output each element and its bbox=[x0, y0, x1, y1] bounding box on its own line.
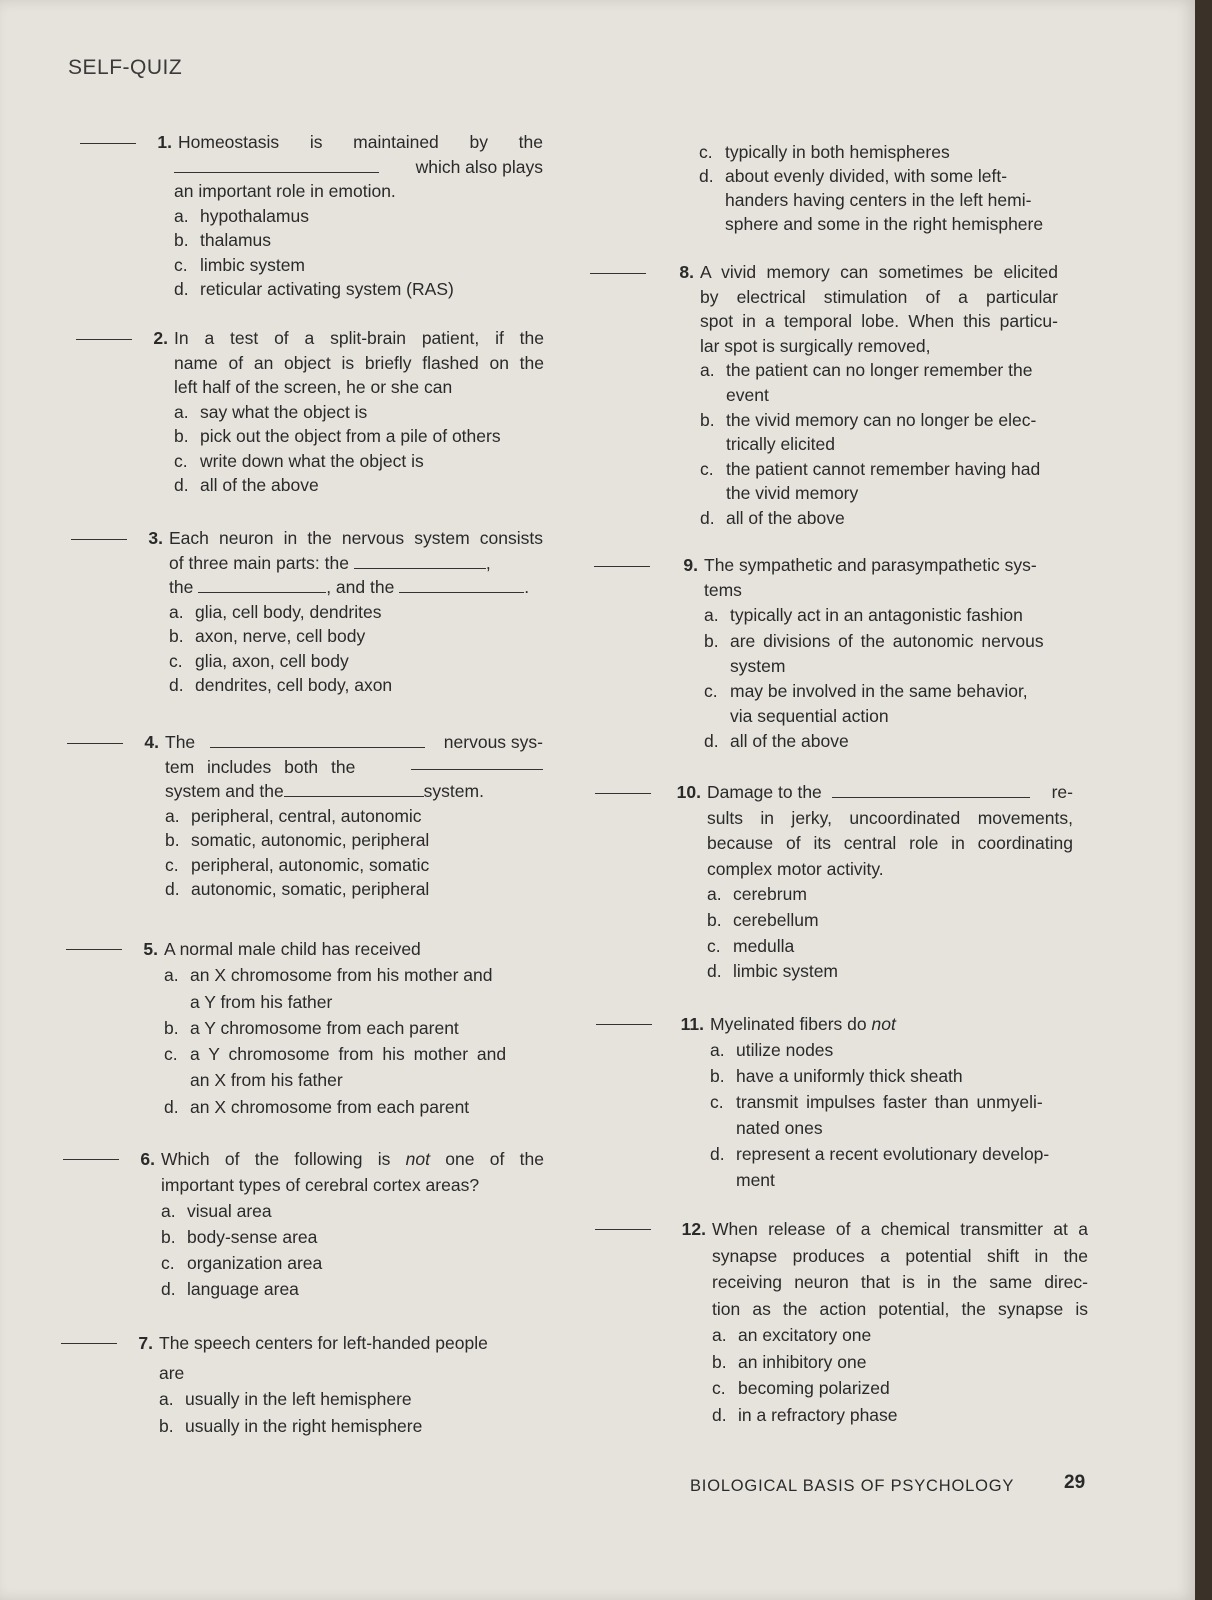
question-number: 4. bbox=[144, 732, 159, 752]
question-stem: the , and the . bbox=[169, 577, 530, 597]
option-d: d. limbic system bbox=[707, 961, 839, 982]
option-d-continued: handers having centers in the left hemi- bbox=[725, 190, 1032, 210]
question-stem: A normal male child has received bbox=[164, 939, 421, 959]
question-number: 6. bbox=[140, 1149, 155, 1169]
question-7 bbox=[138, 1330, 545, 1439]
question-stem: receiving neuron that is in the same direc- bbox=[712, 1272, 1088, 1292]
option-c: c. a Y chromosome from his mother and bbox=[164, 1044, 507, 1065]
option-b: b. have a uniformly thick sheath bbox=[710, 1066, 963, 1086]
option-c-continued: via sequential action bbox=[730, 706, 889, 727]
question-number: 11. bbox=[680, 1014, 704, 1034]
question-number: 8. bbox=[679, 262, 694, 282]
question-stem: name of an object is briefly flashed on the bbox=[174, 352, 544, 373]
answer-blank[interactable] bbox=[67, 743, 123, 744]
question-stem: are bbox=[159, 1362, 185, 1383]
question-stem: tem includes both the bbox=[165, 755, 543, 780]
option-b: b. an inhibitory one bbox=[712, 1351, 867, 1372]
option-b-continued: trically elicited bbox=[726, 434, 835, 455]
option-a: a. visual area bbox=[161, 1201, 272, 1221]
question-stem: important types of cerebral cortex areas? bbox=[161, 1175, 480, 1195]
question-stem: because of its central role in coordinating bbox=[707, 833, 1073, 854]
option-d: d. all of the above bbox=[700, 507, 845, 528]
question-stem: system and the system. bbox=[165, 781, 484, 801]
option-b: b. cerebellum bbox=[707, 909, 819, 930]
question-number: 2. bbox=[153, 328, 168, 348]
option-b: b. pick out the object from a pile of others bbox=[174, 426, 501, 446]
answer-blank[interactable] bbox=[596, 1024, 652, 1025]
answer-blank[interactable] bbox=[590, 273, 646, 274]
option-c: c. transmit impulses faster than unmyeli- bbox=[710, 1092, 1043, 1112]
question-6 bbox=[140, 1146, 544, 1302]
fill-in-line bbox=[354, 554, 486, 569]
option-d: d. all of the above bbox=[704, 731, 849, 752]
option-a-continued: event bbox=[726, 384, 769, 405]
question-stem: Damage to the re- bbox=[707, 782, 1073, 802]
option-a: a. cerebrum bbox=[707, 884, 807, 905]
option-b: b. are divisions of the autonomic nervous bbox=[704, 630, 1044, 651]
question-number: 12. bbox=[681, 1219, 706, 1239]
question-stem: Myelinated fibers do not bbox=[710, 1014, 896, 1034]
question-number: 1. bbox=[157, 132, 172, 152]
question-12 bbox=[681, 1216, 1088, 1428]
option-d: d. language area bbox=[161, 1279, 299, 1299]
question-stem: In a test of a split-brain patient, if the bbox=[174, 328, 544, 348]
question-5 bbox=[143, 936, 544, 1120]
option-b: b. usually in the right hemisphere bbox=[159, 1415, 423, 1436]
option-a: a. usually in the left hemisphere bbox=[159, 1389, 412, 1409]
question-stem: The speech centers for left-handed people bbox=[159, 1333, 488, 1353]
question-stem: left half of the screen, he or she can bbox=[174, 377, 453, 397]
question-stem: sults in jerky, uncoordinated movements, bbox=[707, 807, 1073, 828]
option-d-continued: sphere and some in the right hemisphere bbox=[725, 214, 1044, 234]
option-d: d. reticular activating system (RAS) bbox=[174, 279, 454, 299]
question-stem: lar spot is surgically removed, bbox=[700, 335, 931, 356]
option-a: a. an excitatory one bbox=[712, 1325, 872, 1345]
option-b-continued: system bbox=[730, 655, 786, 676]
answer-blank[interactable] bbox=[595, 1229, 651, 1230]
fill-in-line bbox=[198, 578, 326, 593]
question-stem: tion as the action potential, the synapse is bbox=[712, 1298, 1088, 1319]
question-1 bbox=[157, 130, 543, 302]
question-number: 9. bbox=[683, 555, 698, 575]
answer-blank[interactable] bbox=[594, 566, 650, 567]
option-a: a. glia, cell body, dendrites bbox=[169, 601, 382, 622]
option-a-continued: a Y from his father bbox=[190, 991, 333, 1012]
question-7-continued bbox=[699, 140, 1059, 236]
question-stem: Which of the following is not one of the bbox=[161, 1149, 544, 1169]
option-b: b. body-sense area bbox=[161, 1227, 318, 1247]
question-stem: Each neuron in the nervous system consists bbox=[169, 528, 543, 548]
question-9 bbox=[683, 553, 1066, 755]
question-stem: The sympathetic and parasympathetic sys- bbox=[704, 555, 1037, 575]
question-2 bbox=[153, 326, 544, 498]
fill-in-line bbox=[174, 158, 379, 173]
question-number: 10. bbox=[676, 782, 701, 802]
question-stem: an important role in emotion. bbox=[174, 181, 396, 201]
page-edge-shadow bbox=[1195, 0, 1212, 1600]
question-10 bbox=[676, 780, 1073, 985]
fill-in-line bbox=[832, 783, 1030, 798]
question-stem: complex motor activity. bbox=[707, 858, 884, 879]
option-c: c. may be involved in the same behavior, bbox=[704, 681, 1028, 702]
option-a: a. typically act in an antagonistic fashion bbox=[704, 605, 1023, 626]
question-8 bbox=[679, 260, 1058, 531]
option-b: b. thalamus bbox=[174, 230, 272, 250]
option-b: b. the vivid memory can no longer be elec- bbox=[700, 409, 1037, 430]
option-a: a. say what the object is bbox=[174, 401, 368, 422]
option-a: a. the patient can no longer remember the bbox=[700, 360, 1033, 381]
option-d-continued: ment bbox=[736, 1170, 775, 1190]
question-stem: spot in a temporal lobe. When this particu- bbox=[700, 311, 1058, 332]
question-3 bbox=[148, 526, 543, 698]
question-stem: synapse produces a potential shift in the bbox=[712, 1245, 1088, 1266]
option-c: c. typically in both hemispheres bbox=[699, 142, 950, 162]
option-c: c. the patient cannot remember having had bbox=[700, 458, 1041, 479]
answer-blank[interactable] bbox=[61, 1343, 117, 1344]
answer-blank[interactable] bbox=[63, 1159, 119, 1160]
option-d: d. represent a recent evolutionary develop- bbox=[710, 1144, 1050, 1164]
answer-blank[interactable] bbox=[71, 539, 127, 540]
answer-blank[interactable] bbox=[80, 143, 136, 144]
option-d: d. autonomic, somatic, peripheral bbox=[165, 879, 430, 899]
option-c: c. glia, axon, cell body bbox=[169, 650, 349, 671]
option-d: d. all of the above bbox=[174, 475, 319, 495]
option-d: d. dendrites, cell body, axon bbox=[169, 675, 393, 695]
option-a: a. hypothalamus bbox=[174, 205, 309, 226]
option-b: b. axon, nerve, cell body bbox=[169, 626, 366, 646]
option-c: c. write down what the object is bbox=[174, 450, 424, 471]
fill-in-line bbox=[411, 755, 543, 770]
fill-in-line bbox=[210, 733, 425, 748]
question-stem: A vivid memory can sometimes be elicited bbox=[700, 262, 1058, 282]
question-stem: by electrical stimulation of a particular bbox=[700, 286, 1058, 307]
option-a: a. peripheral, central, autonomic bbox=[165, 805, 422, 826]
option-d: d. about evenly divided, with some left- bbox=[699, 166, 1008, 186]
question-stem: When release of a chemical transmitter at a bbox=[712, 1219, 1088, 1239]
answer-blank[interactable] bbox=[66, 949, 122, 950]
page-number: 29 bbox=[1064, 1472, 1086, 1493]
option-c: c. peripheral, autonomic, somatic bbox=[165, 854, 430, 875]
option-c-continued: nated ones bbox=[736, 1118, 823, 1138]
answer-blank[interactable] bbox=[76, 339, 132, 340]
option-c: c. medulla bbox=[707, 935, 795, 956]
page-title: SELF-QUIZ bbox=[68, 56, 183, 79]
question-number: 3. bbox=[148, 528, 163, 548]
question-number: 5. bbox=[143, 939, 158, 959]
question-stem: of three main parts: the , bbox=[169, 552, 491, 573]
option-b: b. somatic, autonomic, peripheral bbox=[165, 830, 430, 850]
option-a: a. an X chromosome from his mother and bbox=[164, 965, 493, 986]
question-11 bbox=[680, 1011, 1085, 1193]
option-b: b. a Y chromosome from each parent bbox=[164, 1017, 459, 1038]
option-c: c. organization area bbox=[161, 1253, 323, 1273]
option-c: c. limbic system bbox=[174, 254, 306, 275]
option-c-continued: an X from his father bbox=[190, 1070, 343, 1091]
option-c: c. becoming polarized bbox=[712, 1378, 890, 1398]
question-number: 7. bbox=[138, 1333, 153, 1353]
answer-blank[interactable] bbox=[595, 793, 651, 794]
fill-in-line bbox=[399, 578, 524, 593]
option-d: d. in a refractory phase bbox=[712, 1404, 898, 1425]
question-stem: tems bbox=[704, 580, 742, 601]
fill-in-line bbox=[284, 782, 424, 797]
option-d: d. an X chromosome from each parent bbox=[164, 1096, 470, 1117]
question-4 bbox=[144, 730, 543, 902]
option-a: a. utilize nodes bbox=[710, 1040, 834, 1060]
question-stem: Homeostasis is maintained by the bbox=[178, 132, 543, 152]
question-stem: The nervous sys- bbox=[165, 732, 543, 752]
option-c-continued: the vivid memory bbox=[726, 483, 859, 504]
question-stem: which also plays bbox=[174, 155, 543, 180]
running-footer: BIOLOGICAL BASIS OF PSYCHOLOGY bbox=[690, 1477, 1015, 1495]
